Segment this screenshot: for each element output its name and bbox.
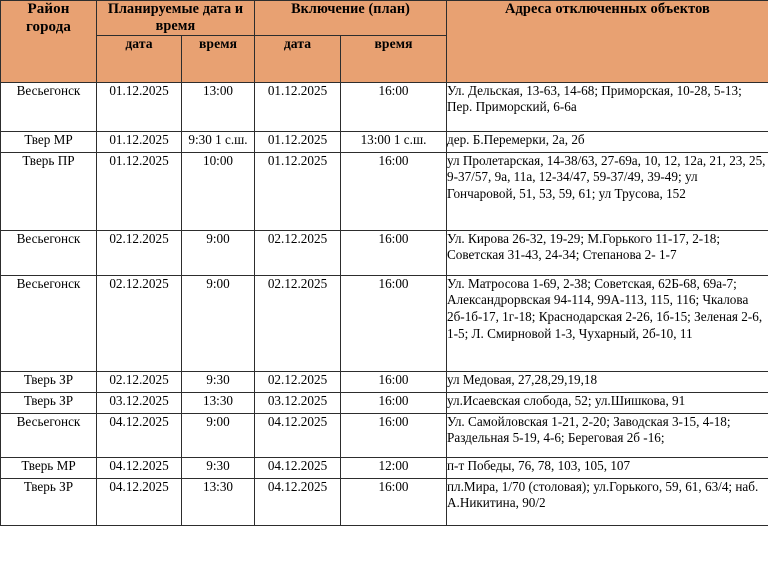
table-row <box>1 82 768 131</box>
cell-on-time: 16:00 <box>341 82 447 131</box>
cell-off-date: 01.12.2025 <box>97 82 182 131</box>
cell-on-date: 02.12.2025 <box>255 230 341 275</box>
cell-on-time: 16:00 <box>341 152 447 230</box>
cell-off-time: 13:00 <box>182 82 255 131</box>
cell-on-date: 01.12.2025 <box>255 82 341 131</box>
cell-off-time: 13:30 <box>182 392 255 413</box>
cell-district: Тверь ПР <box>1 152 97 230</box>
cell-address: Ул. Дельская, 13-63, 14-68; Приморская, 10-28, 5-13; Пер. Приморский, 6-6а <box>447 82 768 131</box>
table-row <box>1 275 768 371</box>
cell-on-date: 01.12.2025 <box>255 152 341 230</box>
table-row <box>1 413 768 457</box>
cell-off-time: 10:00 <box>182 152 255 230</box>
cell-on-time: 13:00 1 с.ш. <box>341 131 447 152</box>
cell-on-date: 01.12.2025 <box>255 131 341 152</box>
cell-off-date: 02.12.2025 <box>97 371 182 392</box>
cell-district: Тверь ЗР <box>1 392 97 413</box>
cell-district: Весьегонск <box>1 230 97 275</box>
cell-off-time: 9:30 <box>182 371 255 392</box>
cell-on-date: 04.12.2025 <box>255 413 341 457</box>
cell-on-time: 16:00 <box>341 230 447 275</box>
cell-district: Тверь МР <box>1 457 97 478</box>
cell-off-time: 13:30 <box>182 478 255 525</box>
planned-group-label: Планируемые дата и <box>107 1 244 17</box>
column-header-district: Район города <box>1 1 97 83</box>
column-header-planned-group <box>97 1 255 36</box>
cell-on-time: 12:00 <box>341 457 447 478</box>
table-body <box>1 82 768 525</box>
column-header-address: Адреса отключенных объектов <box>447 1 768 83</box>
cell-off-date: 04.12.2025 <box>97 478 182 525</box>
cell-off-date: 01.12.2025 <box>97 152 182 230</box>
cell-off-date: 02.12.2025 <box>97 275 182 371</box>
cell-on-time: 16:00 <box>341 478 447 525</box>
table-row <box>1 371 768 392</box>
cell-off-time: 9:00 <box>182 413 255 457</box>
table-row <box>1 230 768 275</box>
cell-district: Весьегонск <box>1 275 97 371</box>
table-row <box>1 392 768 413</box>
cell-off-date: 01.12.2025 <box>97 131 182 152</box>
cell-off-time: 9:00 <box>182 230 255 275</box>
column-header-on-time: время <box>341 35 447 82</box>
column-header-off-date: дата <box>97 35 182 82</box>
cell-on-time: 16:00 <box>341 413 447 457</box>
cell-address: ул Пролетарская, 14-38/63, 27-69а, 10, 12, 12а, 21, 23, 25, 9-37/57, 9а, 11а, 12-34/47, 59-37/49, 39-49; ул Гончаровой, 51, 53, 59, 61; ул Трусова, 152 <box>447 152 768 230</box>
cell-on-date: 02.12.2025 <box>255 371 341 392</box>
table-row <box>1 478 768 525</box>
table-row <box>1 457 768 478</box>
cell-off-date: 02.12.2025 <box>97 230 182 275</box>
cell-on-time: 16:00 <box>341 275 447 371</box>
cell-district: Тверь ЗР <box>1 371 97 392</box>
cell-off-time: 9:30 1 с.ш. <box>182 131 255 152</box>
cell-off-time: 9:30 <box>182 457 255 478</box>
column-header-on-date: дата <box>255 35 341 82</box>
cell-address: Ул. Самойловская 1-21, 2-20; Заводская 3-15, 4-18; Раздельная 5-19, 4-6; Береговая 2б -16; <box>447 413 768 457</box>
cell-district: Тверь ЗР <box>1 478 97 525</box>
cell-off-date: 04.12.2025 <box>97 413 182 457</box>
cell-address: пл.Мира, 1/70 (столовая); ул.Горького, 59, 61, 63/4; наб. А.Никитина, 90/2 <box>447 478 768 525</box>
cell-address: Ул. Кирова 26-32, 19-29; М.Горького 11-17, 2-18; Советская 31-43, 24-34; Степанова 2- 1-7 <box>447 230 768 275</box>
cell-district: Твер МР <box>1 131 97 152</box>
cell-on-date: 04.12.2025 <box>255 457 341 478</box>
table-row <box>1 152 768 230</box>
cell-address: Ул. Матросова 1-69, 2-38; Советская, 62Б-68, 69а-7; Александрорвская 94-114, 99А-113, 115, 116; Чкалова 2б-1б-17, 1г-18; Краснодарская 2-26, 1б-15; Зеленая 2-6, 1-5; Л. Смирновой 1-3, Чухарный, 2б-10, 11 <box>447 275 768 371</box>
cell-address: ул.Исаевская слобода, 52; ул.Шишкова, 91 <box>447 392 768 413</box>
column-header-off-time: время <box>182 35 255 82</box>
header-row-groups <box>1 1 768 36</box>
cell-on-time: 16:00 <box>341 371 447 392</box>
table-row <box>1 131 768 152</box>
cell-district: Весьегонск <box>1 413 97 457</box>
cell-district: Весьегонск <box>1 82 97 131</box>
cell-address: дер. Б.Перемерки, 2а, 2б <box>447 131 768 152</box>
column-header-switch-on-group: Включение (план) <box>255 1 447 36</box>
cell-address: п-т Победы, 76, 78, 103, 105, 107 <box>447 457 768 478</box>
cell-on-date: 03.12.2025 <box>255 392 341 413</box>
cell-address: ул Медовая, 27,28,29,19,18 <box>447 371 768 392</box>
cell-on-time: 16:00 <box>341 392 447 413</box>
cell-on-date: 04.12.2025 <box>255 478 341 525</box>
cell-off-time: 9:00 <box>182 275 255 371</box>
cell-on-date: 02.12.2025 <box>255 275 341 371</box>
planned-group-clipped-line: время <box>155 17 196 34</box>
cell-off-date: 04.12.2025 <box>97 457 182 478</box>
table-header <box>1 1 768 83</box>
cell-off-date: 03.12.2025 <box>97 392 182 413</box>
